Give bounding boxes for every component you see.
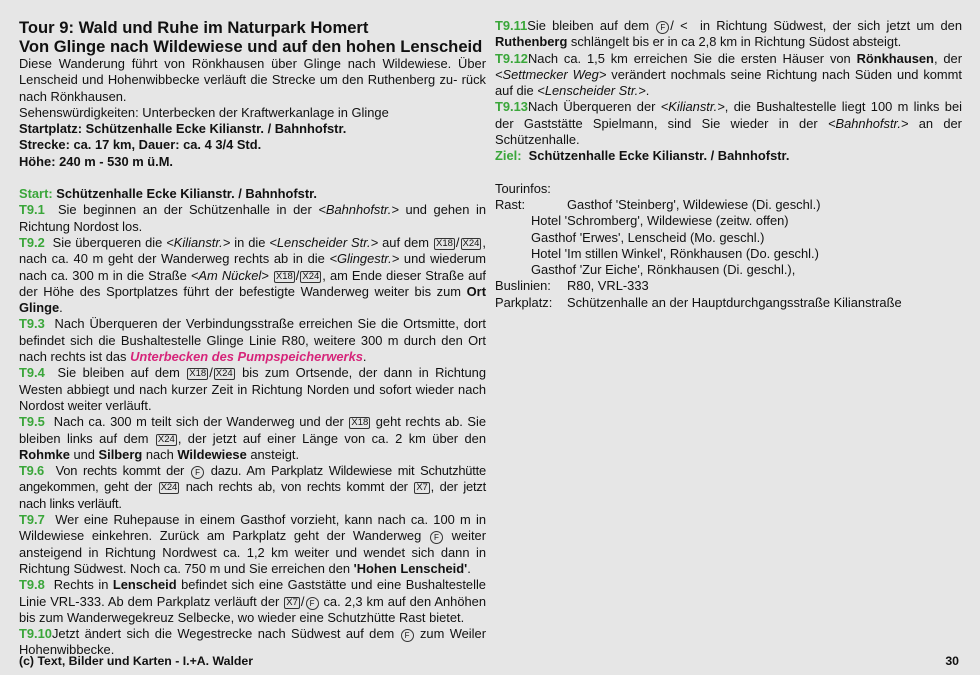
step-t9-10: T9.10Jetzt ändert sich die Wegestrecke nach Südwest auf dem F zum Weiler Hohenwibbecke. xyxy=(19,626,486,658)
rast-label: Rast: xyxy=(495,196,526,212)
sights-text: Sehenswürdigkeiten: Unterbecken der Kraftwerkanlage in Glinge xyxy=(19,104,389,120)
route-x7-badge: X7 xyxy=(286,596,298,608)
step-t9-2: T9.2 Sie überqueren die <Kilianstr.> in die <Lenscheider Str.> auf dem X18 / X24 , nach ca. 40 m geht der Wanderweg rechts ab in die <Glingestr.> und wiederum nach ca. 300 m in die Straße <Am Nückel> X18 / X24 , am Ende dieser Straße auf der Höhe des Sportplatzes führt der befestigte Wanderweg weiter bis zum Ort Glinge. xyxy=(19,234,486,316)
rast-item: Gasthof 'Zur Eiche', Rönkhausen (Di. geschl.), xyxy=(531,262,796,278)
step-t9-8: T9.8 Rechts in Lenscheid befindet sich eine Gaststätte und eine Bushaltestelle Linie VRL-333. Ab dem Parkplatz verläuft der X7 / F ca. 2,3 km auf den Anhöhen bis zum Wanderwegekreuz Selbecke, wo wieder eine Schutzhütte Rast bietet. xyxy=(19,577,486,625)
route-x7-badge: X7 xyxy=(416,482,428,494)
route-f-icon: F xyxy=(401,629,414,642)
ziel-text: Schützenhalle Ecke Kilianstr. / Bahnhofstr. xyxy=(528,148,790,164)
buslinien-value: R80, VRL-333 xyxy=(567,278,649,294)
copyright-footer: (c) Text, Bilder und Karten - I.+A. Walder xyxy=(19,654,254,668)
parkplatz-label: Parkplatz: xyxy=(495,294,553,310)
step-t9-6: T9.6 Von rechts kommt der F dazu. Am Parkplatz Wildewiese mit Schutzhütte angekommen, geht der X24 nach rechts ab, von rechts kommt der X7 , der jetzt nach links verläuft. xyxy=(19,463,486,511)
route-f-icon: F xyxy=(430,531,443,544)
ziel-label: Ziel: xyxy=(495,148,522,164)
parkplatz-value: Schützenhalle an der Hauptdurchgangsstraße Kilianstraße xyxy=(567,294,902,310)
step-label: T9.12 xyxy=(495,50,528,66)
buslinien-line xyxy=(495,278,962,294)
step-label: T9.5 xyxy=(19,414,45,430)
step-t9-12: T9.12Nach ca. 1,5 km erreichen Sie die ersten Häuser von Rönkhausen, der <Settmecker Weg> verändert nochmals seine Richtung nach Süden und kommt auf die <Lenscheider Str.>. xyxy=(495,50,962,99)
rast-item: Hotel 'Schromberg', Wildewiese (zeitw. offen) xyxy=(531,213,789,229)
step-t9-4: T9.4 Sie bleiben auf dem X18 / X24 bis zum Ortsende, der dann in Richtung Westen abbiegt und nach kurzer Zeit in Richtung Norden und sofort wieder nach Nordost weiter verläuft. xyxy=(19,365,486,413)
route-x24-badge: X24 xyxy=(157,433,175,445)
step-label: T9.4 xyxy=(19,365,45,381)
parkplatz-line xyxy=(495,295,962,311)
step-t9-11: T9.11Sie bleiben auf dem F / < in Richtung Südwest, der sich jetzt um den Ruthenberg schlängelt bis er in ca 2,8 km in Richtung Südost absteigt. xyxy=(495,18,963,50)
route-x18-badge: X18 xyxy=(275,270,293,282)
rast-item: Gasthof 'Steinberg', Wildewiese (Di. geschl.) xyxy=(567,196,821,212)
step-t9-13: T9.13Nach Überqueren der <Kilianstr.>, die Bushaltestelle liegt 100 m links bei der Gaststätte Spielmann, sind Sie wieder in der <Bahnhofstr.> an der Schützenhalle. xyxy=(495,99,963,148)
step-label: T9.8 xyxy=(19,577,45,593)
step-label: T9.6 xyxy=(19,463,44,479)
rast-line xyxy=(495,197,962,213)
route-f-icon: F xyxy=(306,597,319,610)
start-line xyxy=(19,186,486,202)
route-f-icon: F xyxy=(656,21,669,34)
route-x24-badge: X24 xyxy=(462,237,480,249)
step-t9-5: T9.5 Nach ca. 300 m teilt sich der Wanderweg und der X18 geht rechts ab. Sie bleiben links auf dem X24 , der jetzt auf einer Länge von ca. 2 km über den Rohmke und Silberg nach Wildewiese ansteigt. xyxy=(19,414,486,462)
step-label: T9.2 xyxy=(19,234,45,250)
step-t9-1: T9.1 Sie beginnen an der Schützenhalle in der <Bahnhofstr.> und gehen in Richtung Nordost los. xyxy=(19,202,486,234)
hoehe-text: Höhe: 240 m - 530 m ü.M. xyxy=(19,153,174,169)
step-t9-3: T9.3 Nach Überqueren der Verbindungsstraße erreichen Sie die Ortsmitte, dort befindet sich die Bushaltestelle Glinge Linie R80, weitere 300 m durch den Ort nach rechts ist das Unterbecken des Pumpspeicherwerks. xyxy=(19,316,486,365)
route-x24-badge: X24 xyxy=(160,482,178,494)
start-label: Start: xyxy=(19,186,53,202)
buslinien-label: Buslinien: xyxy=(495,278,551,294)
right-column xyxy=(495,18,962,311)
ziel-line xyxy=(495,148,962,164)
step-label: T9.10 xyxy=(19,626,52,642)
highlight-pumpspeicherwerk: Unterbecken des Pumpspeicherwerks xyxy=(130,349,363,365)
tour-subtitle: Von Glinge nach Wildewiese und auf den hohen Lenscheid xyxy=(19,37,483,56)
intro-text: Diese Wanderung führt von Rönkhausen über Glinge nach Wildewiese. Über Lenscheid und Hohenwibbecke verläuft die Strecke um den Ruthenberg zu- rück nach Rönkhausen. xyxy=(19,56,486,104)
tourinfos-heading: Tourinfos: xyxy=(495,180,551,196)
step-label: T9.13 xyxy=(495,99,528,115)
page-number: 30 xyxy=(945,654,959,668)
strecke-text: Strecke: ca. 17 km, Dauer: ca. 4 3/4 Std. xyxy=(19,137,262,153)
step-label: T9.7 xyxy=(19,512,45,528)
rast-item: Gasthof 'Erwes', Lenscheid (Mo. geschl.) xyxy=(531,229,765,245)
left-column xyxy=(19,18,486,659)
route-x18-badge: X18 xyxy=(351,417,369,429)
step-label: T9.11 xyxy=(495,18,528,33)
rast-item: Hotel 'Im stillen Winkel', Rönkhausen (Do. geschl.) xyxy=(531,245,819,261)
route-x24-badge: X24 xyxy=(215,368,233,380)
step-label: T9.3 xyxy=(19,316,45,332)
step-t9-7: T9.7 Wer eine Ruhepause in einem Gasthof vorzieht, kann nach ca. 100 m in Wildewiese einkehren. Zurück am Parkplatz geht der Wanderweg F weiter ansteigend in Richtung Nordwest ca. 1,2 km weiter und wendet sich dann in Richtung Südwest. Noch ca. 750 m und Sie erreichen den 'Hohen Lenscheid'. xyxy=(19,512,486,576)
tour-title: Tour 9: Wald und Ruhe im Naturpark Homert xyxy=(19,18,369,37)
route-x18-badge: X18 xyxy=(189,368,207,380)
route-x18-badge: X18 xyxy=(436,237,453,249)
route-x24-badge: X24 xyxy=(302,270,320,282)
start-text: Schützenhalle Ecke Kilianstr. / Bahnhofstr. xyxy=(56,186,318,202)
step-label: T9.1 xyxy=(19,202,45,218)
startplatz-text: Startplatz: Schützenhalle Ecke Kilianstr. / Bahnhofstr. xyxy=(19,121,347,137)
route-f-icon: F xyxy=(191,466,204,479)
